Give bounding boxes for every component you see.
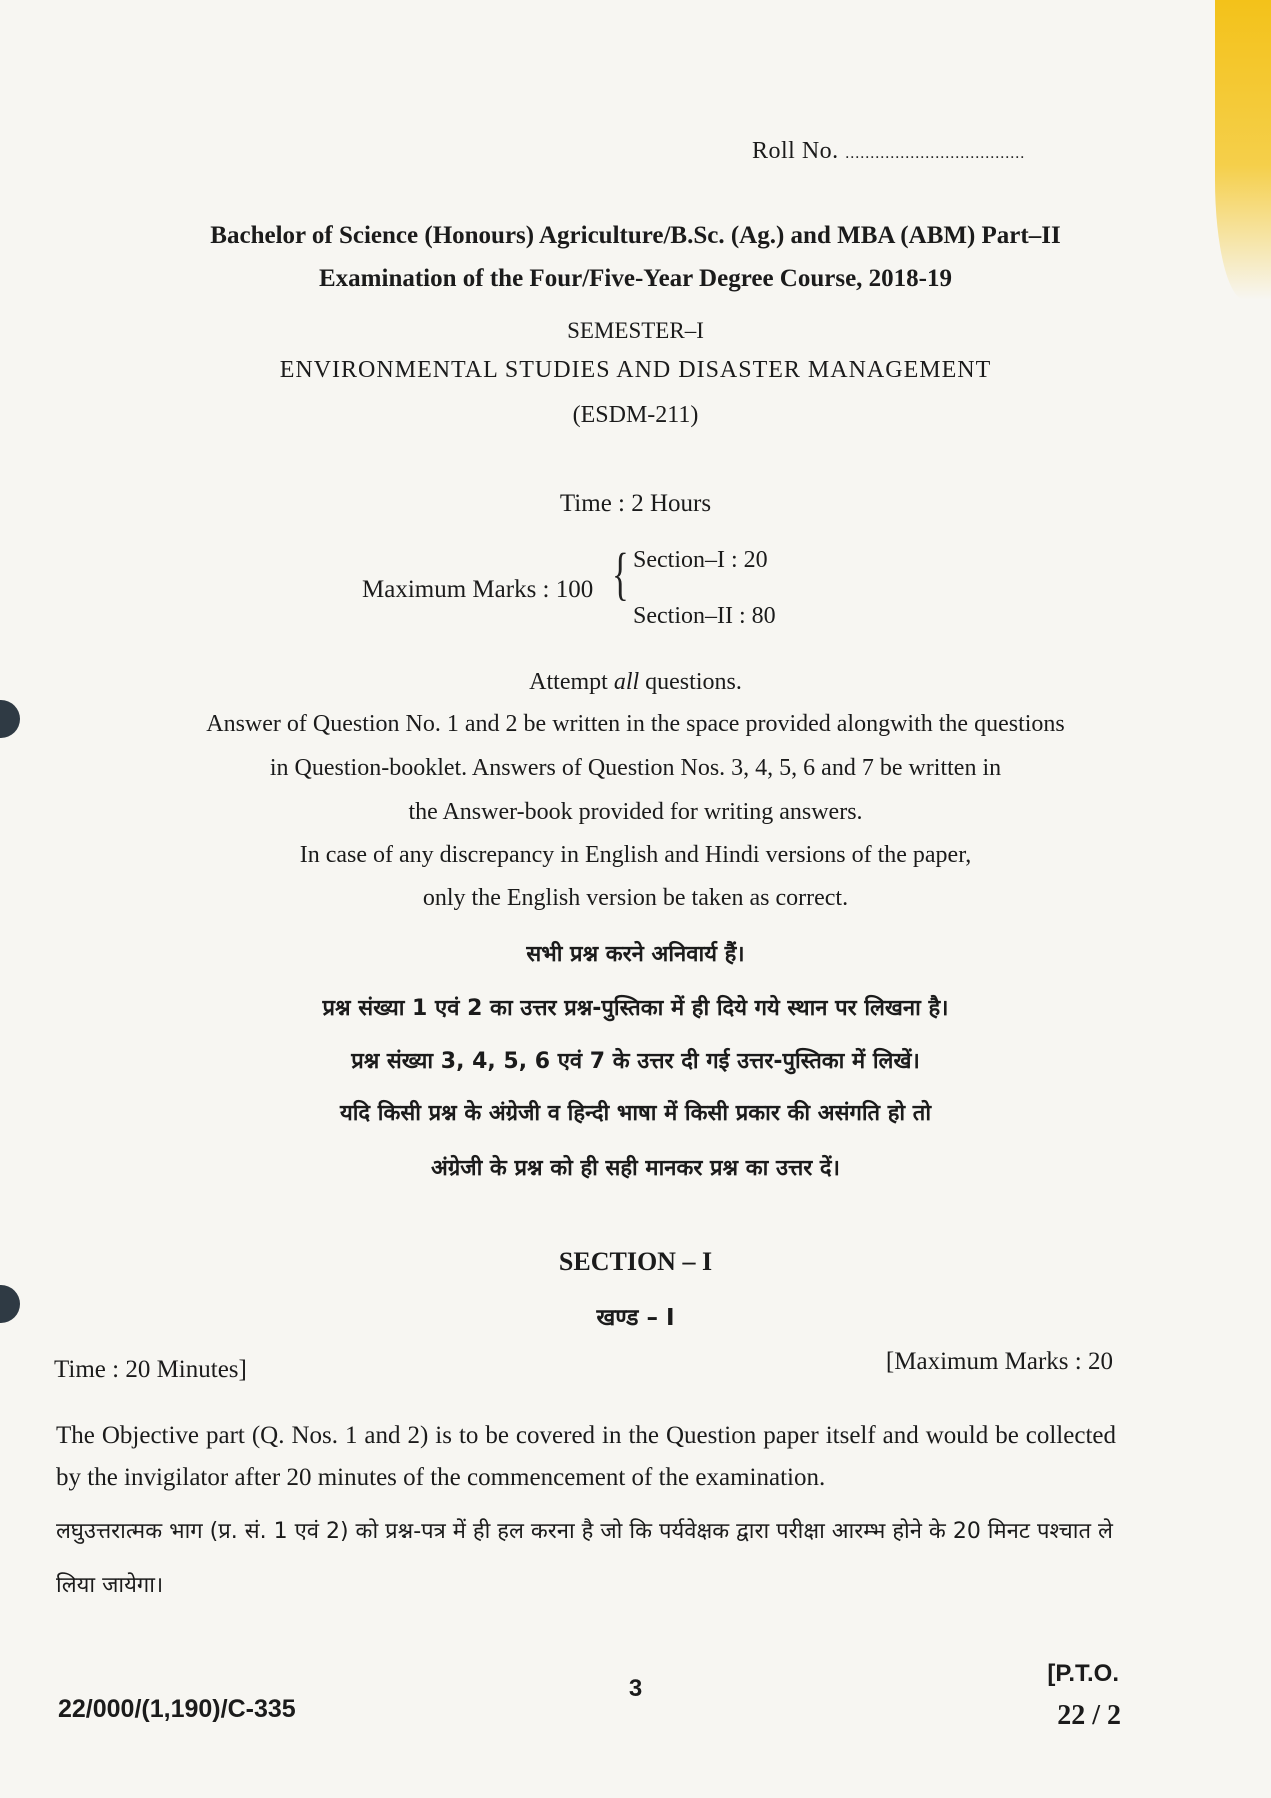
course-code: (ESDM-211) bbox=[572, 402, 699, 428]
brace-icon: { bbox=[612, 541, 629, 606]
section-heading-hindi: खण्ड – I bbox=[596, 1305, 675, 1331]
instruction-line: the Answer-book provided for writing answers. bbox=[408, 799, 863, 825]
exam-title-line2: Examination of the Four/Five-Year Degree Course, 2018-19 bbox=[319, 265, 952, 292]
pto-label: [P.T.O. bbox=[1047, 1660, 1119, 1687]
hindi-instruction-line: प्रश्न संख्या 3, 4, 5, 6 एवं 7 के उत्तर दी गई उत्तर-पुस्तिका में लिखें। bbox=[351, 1049, 920, 1074]
paper-stain bbox=[1215, 0, 1271, 300]
instruction-line: Answer of Question No. 1 and 2 be written in the space provided alongwith the questions bbox=[206, 711, 1065, 737]
hindi-instruction-line: सभी प्रश्न करने अनिवार्य हैं। bbox=[526, 942, 745, 967]
roll-label: Roll No. bbox=[752, 138, 839, 164]
section1-marks: Section–I : 20 bbox=[633, 547, 768, 573]
roll-number-line bbox=[752, 138, 1025, 165]
semester: SEMESTER–I bbox=[567, 318, 704, 343]
hindi-instruction-line: प्रश्न संख्या 1 एवं 2 का उत्तर प्रश्न-पुस्तिका में ही दिये गये स्थान पर लिखना है। bbox=[322, 996, 949, 1021]
maximum-marks: Maximum Marks : 100 bbox=[362, 576, 594, 603]
instruction-attempt: Attempt all questions. bbox=[529, 669, 742, 695]
page-number: 3 bbox=[628, 1675, 643, 1702]
subject-title: ENVIRONMENTAL STUDIES AND DISASTER MANAGEMENT bbox=[279, 357, 992, 383]
section-time: Time : 20 Minutes] bbox=[54, 1356, 247, 1383]
section-heading: SECTION – I bbox=[558, 1247, 713, 1276]
section-max-marks: [Maximum Marks : 20 bbox=[885, 1348, 1113, 1375]
objective-instruction: The Objective part (Q. Nos. 1 and 2) is to be covered in the Question paper itself and would be collected by the invigilator after 20 minutes of the commencement of the examination. bbox=[56, 1422, 1116, 1491]
roll-blank: .................................... bbox=[845, 145, 1026, 162]
paper-code: 22/000/(1,190)/C-335 bbox=[58, 1695, 296, 1723]
section2-marks: Section–II : 80 bbox=[633, 603, 776, 629]
objective-instruction-hindi: लघुउत्तरात्मक भाग (प्र. सं. 1 एवं 2) को प्रश्न-पत्र में ही हल करना है जो कि पर्यवेक्षक द्वारा परीक्षा आरम्भ होने के 20 मिनट पश्चात ले लिया जायेगा। bbox=[56, 1519, 1113, 1598]
hindi-instruction-line: अंग्रेजी के प्रश्न को ही सही मानकर प्रश्न का उत्तर दें। bbox=[431, 1156, 840, 1181]
instruction-line: in Question-booklet. Answers of Question Nos. 3, 4, 5, 6 and 7 be written in bbox=[269, 755, 1002, 781]
instruction-line: only the English version be taken as correct. bbox=[422, 885, 849, 911]
exam-time: Time : 2 Hours bbox=[559, 490, 712, 517]
instruction-line: In case of any discrepancy in English and Hindi versions of the paper, bbox=[299, 842, 972, 868]
exam-title-line1: Bachelor of Science (Honours) Agriculture/B.Sc. (Ag.) and MBA (ABM) Part–II bbox=[210, 222, 1061, 249]
hindi-instruction-line: यदि किसी प्रश्न के अंग्रेजी व हिन्दी भाषा में किसी प्रकार की असंगति हो तो bbox=[339, 1101, 932, 1126]
page-fraction: 22 / 2 bbox=[1057, 1700, 1121, 1731]
